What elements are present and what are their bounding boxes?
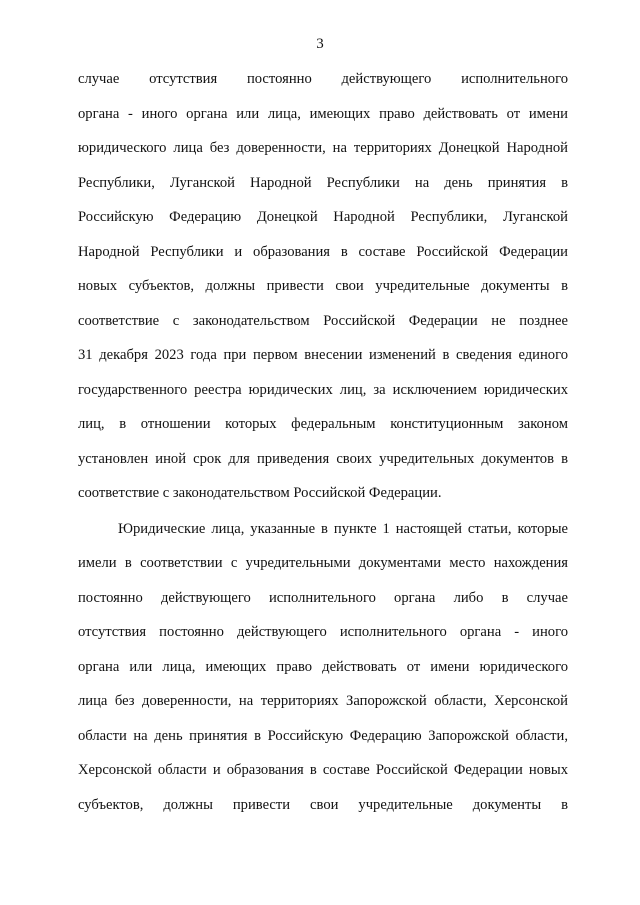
text-line: Российскую Федерацию Донецкой Народной Республики, Луганской bbox=[78, 209, 568, 225]
text-line: органа - иного органа или лица, имеющих право действовать от имени bbox=[78, 106, 568, 122]
text-line: лица без доверенности, на территориях Запорожской области, Херсонской bbox=[78, 693, 568, 709]
text-line: отсутствия постоянно действующего исполнительного органа - иного bbox=[78, 624, 568, 640]
text-line: случае отсутствия постоянно действующего исполнительного bbox=[78, 71, 568, 87]
text-line: постоянно действующего исполнительного органа либо в случае bbox=[78, 590, 568, 606]
text-line: лиц, в отношении которых федеральным конституционным законом bbox=[78, 416, 568, 432]
text-line: установлен иной срок для приведения своих учредительных документов в bbox=[78, 451, 568, 467]
text-line: соответствие с законодательством Российской Федерации. bbox=[78, 485, 442, 501]
text-line: юридического лица без доверенности, на территориях Донецкой Народной bbox=[78, 140, 568, 156]
text-line: Херсонской области и образования в составе Российской Федерации новых bbox=[78, 762, 568, 778]
text-line: государственного реестра юридических лиц, за исключением юридических bbox=[78, 382, 568, 398]
page-number: 3 bbox=[316, 36, 324, 52]
text-line: органа или лица, имеющих право действовать от имени юридического bbox=[78, 659, 568, 675]
paragraph-first-line: Юридические лица, указанные в пункте 1 настоящей статьи, которые bbox=[118, 521, 568, 537]
text-line: Народной Республики и образования в составе Российской Федерации bbox=[78, 244, 568, 260]
text-line: области на день принятия в Российскую Федерацию Запорожской области, bbox=[78, 728, 568, 744]
text-line: Республики, Луганской Народной Республики на день принятия в bbox=[78, 175, 568, 191]
text-line: 31 декабря 2023 года при первом внесении изменений в сведения единого bbox=[78, 347, 568, 363]
text-line: субъектов, должны привести свои учредительные документы в bbox=[78, 797, 568, 813]
text-line: соответствие с законодательством Российской Федерации не позднее bbox=[78, 313, 568, 329]
text-line: имели в соответствии с учредительными документами место нахождения bbox=[78, 555, 568, 571]
text-line: новых субъектов, должны привести свои учредительные документы в bbox=[78, 278, 568, 294]
